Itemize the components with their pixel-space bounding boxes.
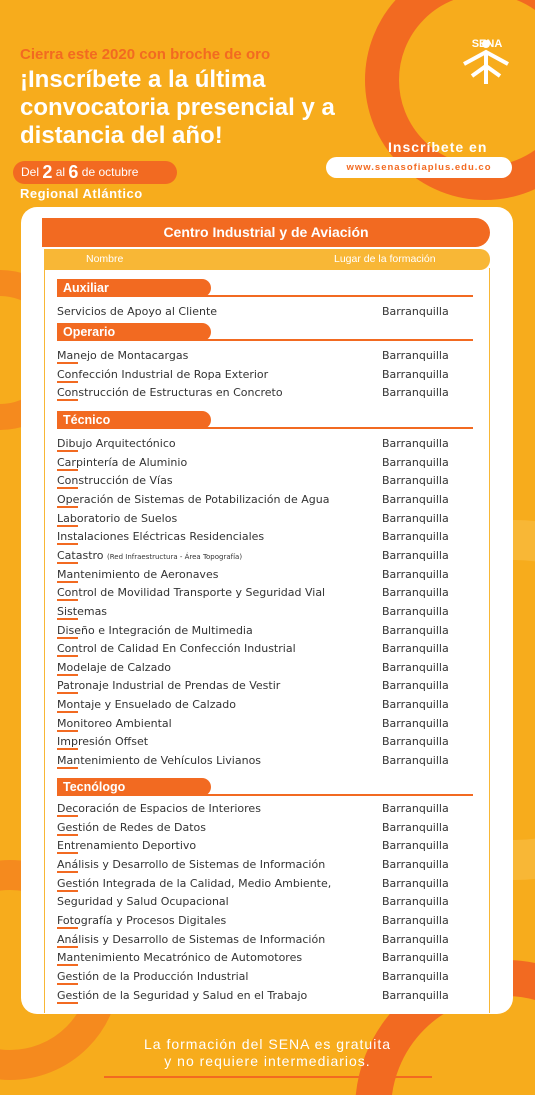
course-name-text: Sistemas bbox=[57, 604, 108, 618]
row-underline-accent bbox=[57, 692, 78, 694]
course-place: Barranquilla bbox=[382, 623, 449, 637]
course-row bbox=[57, 566, 477, 584]
course-place: Barranquilla bbox=[382, 305, 449, 318]
course-note: (Red Infraestructura - Área Topografía) bbox=[107, 552, 243, 561]
course-place: Barranquilla bbox=[382, 857, 449, 871]
row-underline-accent bbox=[57, 834, 78, 836]
signup-cta: Inscríbete en bbox=[388, 139, 488, 155]
footer-line-2: y no requiere intermediarios. bbox=[164, 1053, 371, 1069]
course-name-text: Gestión de la Producción Industrial bbox=[57, 969, 249, 983]
course-place: Barranquilla bbox=[382, 895, 449, 909]
course-name bbox=[57, 800, 261, 818]
row-underline-accent bbox=[57, 946, 78, 948]
row-underline-accent bbox=[57, 381, 78, 383]
course-name bbox=[57, 912, 226, 930]
course-name-text: Impresión Offset bbox=[57, 735, 149, 749]
row-underline-accent bbox=[57, 927, 78, 929]
center-title: Centro Industrial y de Aviación bbox=[42, 218, 490, 247]
course-name-text: Instalaciones Eléctricas Residenciales bbox=[57, 530, 265, 544]
course-name-text: Manejo de Montacargas bbox=[57, 349, 189, 362]
course-name-text: Construcción de Estructuras en Concreto bbox=[57, 386, 283, 400]
footer-line-1: La formación del SENA es gratuita bbox=[143, 1036, 391, 1052]
course-name-text: Catastro bbox=[57, 548, 104, 562]
row-underline-accent bbox=[57, 748, 78, 750]
course-name-text: Mantenimiento de Vehículos Livianos bbox=[57, 754, 262, 768]
course-row bbox=[57, 510, 477, 528]
course-name bbox=[57, 968, 248, 986]
row-underline-accent bbox=[57, 525, 78, 527]
course-place: Barranquilla bbox=[382, 876, 449, 890]
row-underline-accent bbox=[57, 964, 78, 966]
course-row bbox=[57, 856, 477, 874]
course-row bbox=[57, 472, 477, 490]
course-row bbox=[57, 733, 477, 751]
course-name-text: Gestión de Redes de Datos bbox=[57, 820, 206, 834]
date-suffix: de octubre bbox=[81, 165, 139, 179]
course-name bbox=[57, 987, 307, 1005]
course-place: Barranquilla bbox=[382, 988, 449, 1002]
course-name: Seguridad y Salud Ocupacional bbox=[57, 895, 229, 909]
course-row bbox=[57, 931, 477, 949]
tagline: Cierra este 2020 con broche de oro bbox=[20, 46, 271, 63]
course-place: Barranquilla bbox=[382, 679, 449, 693]
section-title: Tecnólogo bbox=[57, 778, 211, 796]
course-name bbox=[57, 622, 253, 640]
course-row-continuation bbox=[57, 893, 477, 911]
course-name-text: Servicios de Apoyo al Cliente bbox=[57, 305, 218, 318]
course-place: Barranquilla bbox=[382, 754, 449, 768]
course-name-text: Control de Calidad En Confección Industrial bbox=[57, 642, 296, 656]
course-place: Barranquilla bbox=[382, 642, 449, 656]
course-row bbox=[57, 752, 477, 770]
course-row bbox=[57, 819, 477, 837]
course-name-text: Patronaje Industrial de Prendas de Vestir bbox=[57, 679, 281, 693]
row-underline-accent bbox=[57, 674, 78, 676]
sena-logo-text: SENA bbox=[471, 38, 503, 50]
course-name bbox=[57, 491, 329, 509]
date-end: 6 bbox=[68, 162, 79, 182]
course-name-text: Mantenimiento Mecatrónico de Automotores bbox=[57, 951, 303, 965]
row-underline-accent bbox=[57, 767, 78, 769]
course-name bbox=[57, 949, 302, 967]
row-underline-accent bbox=[57, 450, 78, 452]
row-underline-accent bbox=[57, 618, 78, 620]
section-title: Técnico bbox=[57, 411, 211, 429]
course-place: Barranquilla bbox=[382, 511, 449, 525]
course-name bbox=[57, 384, 283, 402]
course-name-text: Análisis y Desarrollo de Sistemas de Información bbox=[57, 857, 326, 871]
row-underline-accent bbox=[57, 711, 78, 713]
row-underline-accent bbox=[57, 543, 78, 545]
course-name-text: Construcción de Vías bbox=[57, 474, 173, 488]
course-name bbox=[57, 696, 236, 714]
course-place: Barranquilla bbox=[382, 437, 449, 450]
row-underline-accent bbox=[57, 599, 78, 601]
course-name-text: Modelaje de Calzado bbox=[57, 660, 172, 674]
course-row bbox=[57, 949, 477, 967]
course-name-text: Entrenamiento Deportivo bbox=[57, 839, 197, 853]
section-title: Auxiliar bbox=[57, 279, 211, 297]
course-row bbox=[57, 454, 477, 472]
row-underline-accent bbox=[57, 637, 78, 639]
course-row bbox=[57, 347, 477, 365]
footer-note bbox=[0, 1036, 535, 1070]
course-row bbox=[57, 384, 477, 402]
course-name bbox=[57, 566, 218, 584]
course-row bbox=[57, 659, 477, 677]
row-underline-accent bbox=[57, 581, 78, 583]
course-place: Barranquilla bbox=[382, 913, 449, 927]
course-row bbox=[57, 987, 477, 1005]
course-name bbox=[57, 303, 217, 321]
course-name bbox=[57, 875, 331, 893]
course-row bbox=[57, 528, 477, 546]
course-name-text: Mantenimiento de Aeronaves bbox=[57, 567, 219, 581]
course-row bbox=[57, 547, 477, 565]
course-place: Barranquilla bbox=[382, 604, 449, 618]
date-mid: al bbox=[55, 165, 66, 179]
course-row bbox=[57, 366, 477, 384]
row-underline-accent bbox=[57, 487, 78, 489]
course-place: Barranquilla bbox=[382, 530, 449, 544]
course-name-text: Análisis y Desarrollo de Sistemas de Información bbox=[57, 932, 326, 946]
row-underline-accent bbox=[57, 730, 78, 732]
course-name-text: Gestión de la Seguridad y Salud en el Trabajo bbox=[57, 988, 308, 1002]
course-place: Barranquilla bbox=[382, 548, 449, 562]
course-row bbox=[57, 715, 477, 733]
course-name-text: Monitoreo Ambiental bbox=[57, 716, 172, 730]
course-place: Barranquilla bbox=[382, 820, 449, 834]
course-place: Barranquilla bbox=[382, 716, 449, 730]
course-name bbox=[57, 584, 325, 602]
regional-label: Regional Atlántico bbox=[20, 186, 143, 201]
course-name bbox=[57, 856, 325, 874]
row-underline-accent bbox=[57, 655, 78, 657]
course-place: Barranquilla bbox=[382, 567, 449, 581]
course-row bbox=[57, 640, 477, 658]
course-place: Barranquilla bbox=[382, 586, 449, 600]
course-place: Barranquilla bbox=[382, 802, 449, 815]
course-row bbox=[57, 584, 477, 602]
course-row bbox=[57, 622, 477, 640]
row-underline-accent bbox=[57, 890, 78, 892]
course-place: Barranquilla bbox=[382, 386, 449, 400]
column-header-name: Nombre bbox=[86, 253, 124, 265]
course-place: Barranquilla bbox=[382, 349, 449, 362]
signup-url-link[interactable]: www.senasofiaplus.edu.co bbox=[326, 157, 512, 178]
date-range-badge bbox=[13, 161, 177, 184]
table-header bbox=[44, 249, 490, 270]
column-header-place: Lugar de la formación bbox=[334, 253, 436, 265]
course-row bbox=[57, 435, 477, 453]
course-name bbox=[57, 640, 296, 658]
course-row bbox=[57, 837, 477, 855]
row-underline-accent bbox=[57, 562, 78, 564]
course-name bbox=[57, 752, 261, 770]
course-row bbox=[57, 800, 477, 818]
course-name-text: Decoración de Espacios de Interiores bbox=[57, 802, 261, 815]
course-place: Barranquilla bbox=[382, 969, 449, 983]
row-underline-accent bbox=[57, 1002, 78, 1004]
course-row bbox=[57, 968, 477, 986]
course-place: Barranquilla bbox=[382, 951, 449, 965]
course-name-text: Gestión Integrada de la Calidad, Medio Ambiente, bbox=[57, 876, 332, 890]
course-name-text: Fotografía y Procesos Digitales bbox=[57, 913, 227, 927]
footer-divider bbox=[104, 1076, 432, 1078]
course-row bbox=[57, 491, 477, 509]
course-place: Barranquilla bbox=[382, 367, 449, 381]
course-name bbox=[57, 366, 268, 384]
course-place: Barranquilla bbox=[382, 492, 449, 506]
row-underline-accent bbox=[57, 815, 78, 817]
course-name-text: Operación de Sistemas de Potabilización de Agua bbox=[57, 492, 330, 506]
date-prefix: Del bbox=[21, 165, 40, 179]
course-name-text: Confección Industrial de Ropa Exterior bbox=[57, 367, 269, 381]
course-name bbox=[57, 528, 264, 546]
course-place: Barranquilla bbox=[382, 839, 449, 853]
course-name bbox=[57, 819, 206, 837]
course-row bbox=[57, 696, 477, 714]
section-title: Operario bbox=[57, 323, 211, 341]
course-place: Barranquilla bbox=[382, 735, 449, 749]
course-row bbox=[57, 303, 477, 321]
row-underline-accent bbox=[57, 362, 78, 364]
course-name bbox=[57, 677, 280, 695]
row-underline-accent bbox=[57, 469, 78, 471]
row-underline-accent bbox=[57, 983, 78, 985]
course-place: Barranquilla bbox=[382, 474, 449, 488]
row-underline-accent bbox=[57, 871, 78, 873]
course-place: Barranquilla bbox=[382, 698, 449, 712]
course-row bbox=[57, 677, 477, 695]
course-row bbox=[57, 875, 477, 893]
course-place: Barranquilla bbox=[382, 932, 449, 946]
course-name-text: Laboratorio de Suelos bbox=[57, 511, 178, 525]
course-name-text: Carpintería de Aluminio bbox=[57, 455, 188, 469]
date-start: 2 bbox=[42, 162, 53, 182]
row-underline-accent bbox=[57, 506, 78, 508]
course-name-text: Dibujo Arquitectónico bbox=[57, 437, 176, 450]
row-underline-accent bbox=[57, 852, 78, 854]
course-name-text: Control de Movilidad Transporte y Seguridad Vial bbox=[57, 586, 326, 600]
course-row bbox=[57, 603, 477, 621]
course-row bbox=[57, 912, 477, 930]
course-place: Barranquilla bbox=[382, 660, 449, 674]
course-name-text: Montaje y Ensuelado de Calzado bbox=[57, 698, 236, 712]
course-place: Barranquilla bbox=[382, 455, 449, 469]
headline: ¡Inscríbete a la última convocatoria presencial y a distancia del año! bbox=[20, 66, 335, 149]
course-name-text: Diseño e Integración de Multimedia bbox=[57, 623, 253, 637]
course-name bbox=[57, 547, 242, 566]
row-underline-accent bbox=[57, 399, 78, 401]
course-name bbox=[57, 931, 325, 949]
